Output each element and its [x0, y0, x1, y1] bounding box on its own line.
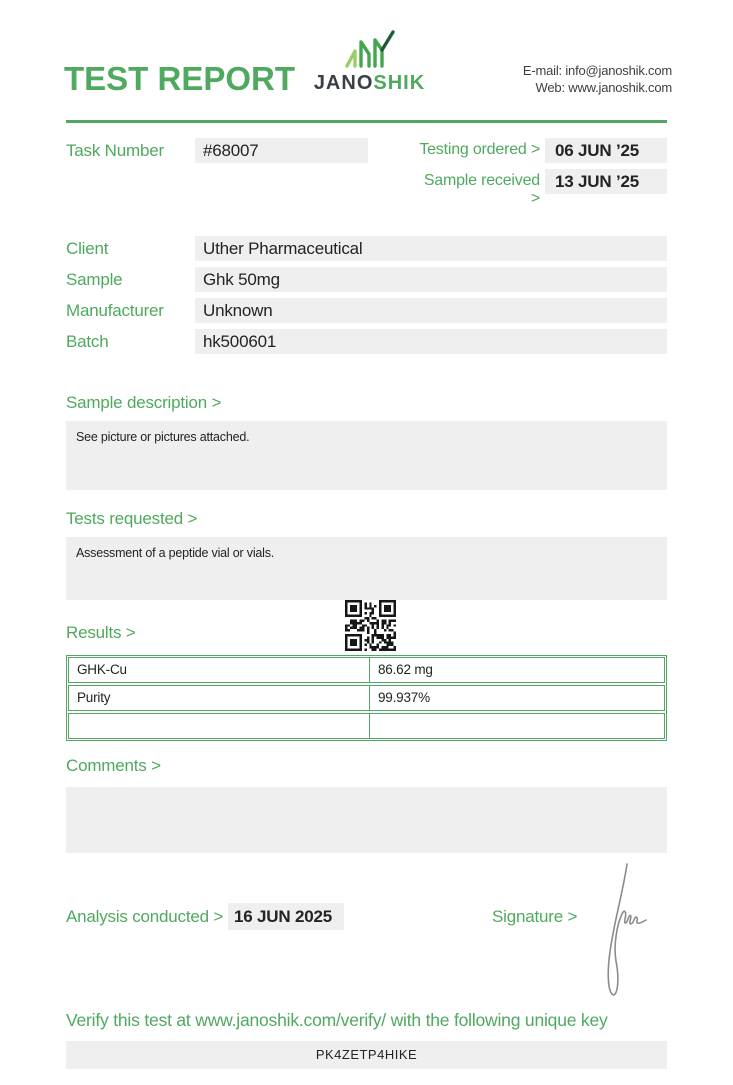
- table-row: [68, 685, 665, 711]
- analysis-conducted-label: Analysis conducted >: [66, 907, 224, 926]
- sample-description-heading: Sample description >: [66, 393, 222, 412]
- results-heading: Results >: [66, 623, 136, 642]
- sample-received-value: 13 JUN ’25: [545, 169, 667, 194]
- sample-received-label: Sample received >: [423, 172, 540, 207]
- task-number-value: #68007: [195, 138, 368, 163]
- qr-code: [345, 600, 396, 651]
- contact-web: Web: www.janoshik.com: [535, 80, 672, 95]
- client-value: Uther Pharmaceutical: [195, 236, 667, 261]
- analysis-conducted-value: 16 JUN 2025: [228, 903, 344, 930]
- result-value: 99.937%: [369, 686, 664, 710]
- result-value: [369, 714, 664, 738]
- result-name: GHK-Cu: [77, 662, 127, 677]
- page-title: TEST REPORT: [64, 60, 296, 97]
- table-row: [68, 657, 665, 683]
- verify-unique-key: PK4ZETP4HIKE: [66, 1041, 667, 1069]
- task-number-label: Task Number: [66, 141, 164, 160]
- tests-requested-heading: Tests requested >: [66, 509, 198, 528]
- brand-logo: [312, 28, 427, 95]
- signature-label: Signature >: [492, 907, 578, 926]
- batch-label: Batch: [66, 332, 109, 351]
- sample-label: Sample: [66, 270, 123, 289]
- result-name: Purity: [77, 690, 111, 705]
- results-table: [66, 655, 667, 741]
- contact-email: E-mail: info@janoshik.com: [522, 63, 672, 78]
- brand-name: [312, 72, 427, 95]
- manufacturer-value: Unknown: [195, 298, 667, 323]
- sample-description-body: See picture or pictures attached.: [66, 421, 667, 490]
- comments-body: [66, 787, 667, 853]
- batch-value: hk500601: [195, 329, 667, 354]
- signature-image: [583, 860, 655, 1002]
- sample-value: Ghk 50mg: [195, 267, 667, 292]
- header-divider: [66, 120, 667, 123]
- comments-heading: Comments >: [66, 756, 161, 775]
- tests-requested-body: Assessment of a peptide vial or vials.: [66, 537, 667, 600]
- table-row: [68, 713, 665, 739]
- contact-info: [523, 62, 672, 96]
- manufacturer-label: Manufacturer: [66, 301, 164, 320]
- verify-instruction: Verify this test at www.janoshik.com/verify/ with the following unique key: [66, 1010, 608, 1030]
- result-name: [69, 714, 369, 738]
- client-label: Client: [66, 239, 109, 258]
- result-value: 86.62 mg: [369, 658, 664, 682]
- testing-ordered-value: 06 JUN ’25: [545, 138, 667, 163]
- brand-name-dark: JANO: [313, 72, 374, 94]
- growth-chart-icon: [341, 28, 399, 70]
- testing-ordered-label: Testing ordered >: [419, 141, 540, 158]
- brand-name-green: SHIK: [373, 72, 426, 94]
